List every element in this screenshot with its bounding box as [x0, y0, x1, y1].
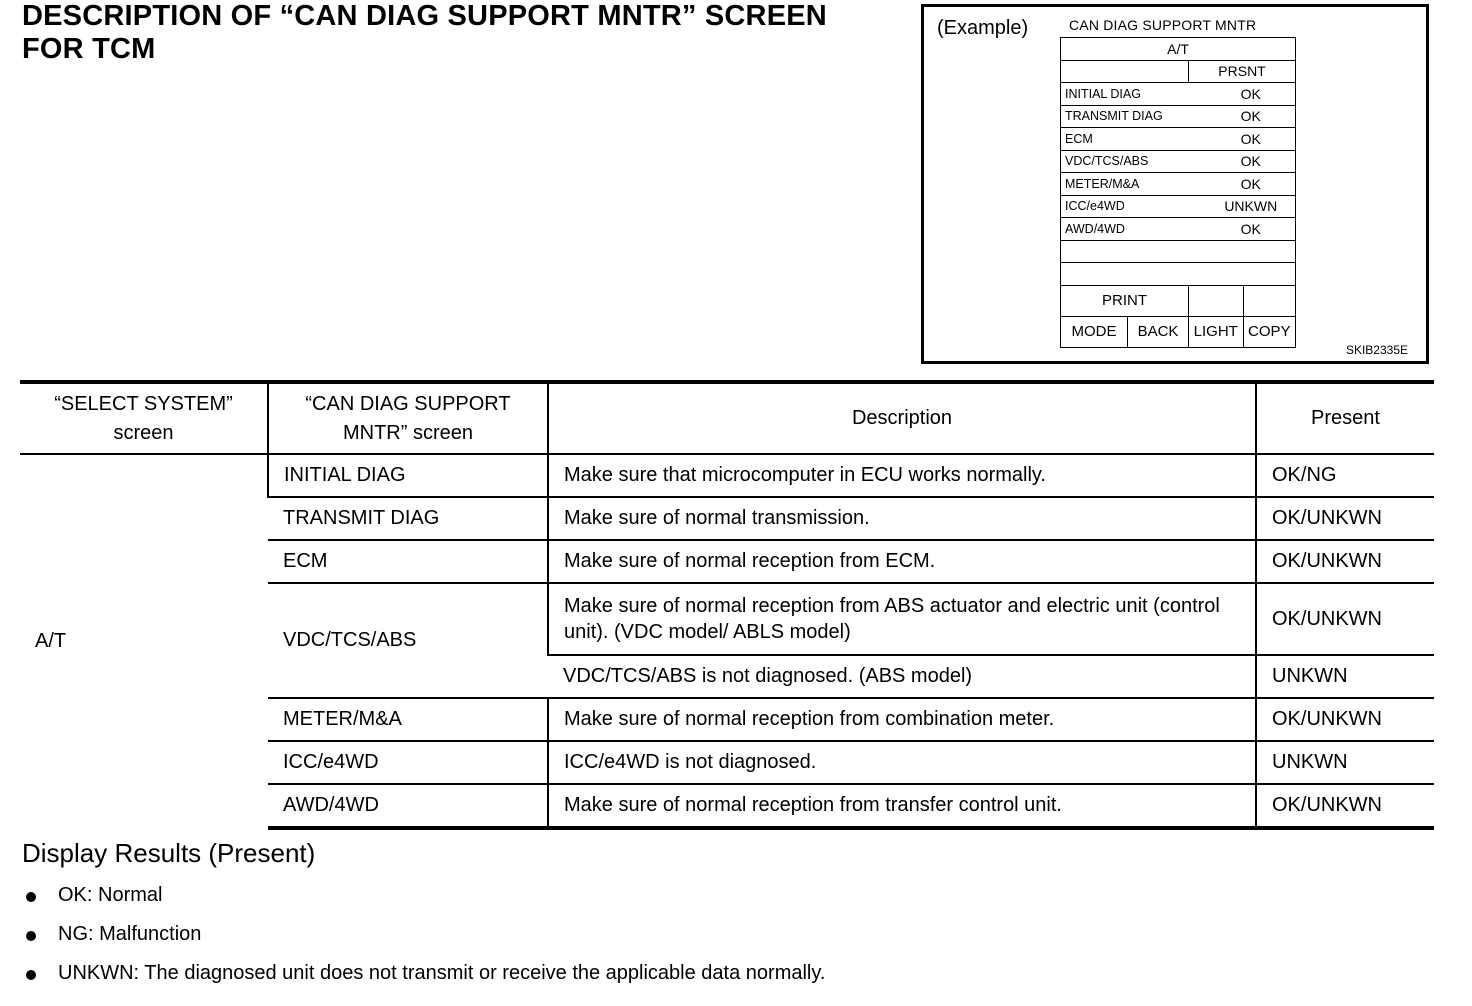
header-description: Description [548, 382, 1256, 454]
example-empty-row [1061, 263, 1296, 286]
light-button: LIGHT [1189, 316, 1243, 347]
present-cell: UNKWN [1256, 655, 1434, 698]
figure-code: SKIB2335E [1345, 343, 1408, 357]
description-cell: Make sure of normal transmission. [548, 497, 1256, 540]
example-system: A/T [1061, 38, 1296, 61]
example-row-value: OK [1189, 218, 1296, 241]
example-row-name: ICC/e4WD [1061, 195, 1189, 218]
list-item-text: NG: Malfunction [58, 923, 202, 945]
list-item [22, 884, 825, 923]
example-table [1060, 37, 1296, 348]
header-select-system [20, 382, 268, 454]
item-cell: VDC/TCS/ABS [268, 583, 548, 698]
present-cell: OK/NG [1256, 454, 1434, 497]
table-row [20, 454, 1434, 497]
example-row-name: ECM [1061, 128, 1189, 151]
item-cell: AWD/4WD [268, 784, 548, 828]
example-row-value: UNKWN [1189, 195, 1296, 218]
item-cell: ECM [268, 540, 548, 583]
header-line: screen [113, 421, 174, 444]
example-row-value: OK [1189, 105, 1296, 128]
item-cell: ICC/e4WD [268, 741, 548, 784]
display-results-list [22, 884, 825, 1001]
header-can-diag [268, 382, 548, 454]
title-line-2: FOR TCM [22, 33, 156, 65]
present-cell: UNKWN [1256, 741, 1434, 784]
present-cell: OK/UNKWN [1256, 540, 1434, 583]
mode-button: MODE [1061, 316, 1128, 347]
present-cell: OK/UNKWN [1256, 497, 1434, 540]
header-line: “SELECT SYSTEM” [54, 392, 233, 415]
example-row-value: OK [1189, 83, 1296, 106]
example-column-header: PRSNT [1189, 60, 1296, 83]
example-row-name: AWD/4WD [1061, 218, 1189, 241]
back-button: BACK [1128, 316, 1189, 347]
bullet-icon [26, 892, 36, 902]
description-cell: ICC/e4WD is not diagnosed. [548, 741, 1256, 784]
list-item [22, 923, 825, 962]
example-blank-button [1189, 285, 1243, 316]
example-row-value: OK [1189, 128, 1296, 151]
item-cell: METER/M&A [268, 698, 548, 741]
example-row-name: VDC/TCS/ABS [1061, 150, 1189, 173]
description-cell: Make sure that microcomputer in ECU works normally. [548, 454, 1256, 497]
bullet-icon [26, 970, 36, 980]
example-row-name: INITIAL DIAG [1061, 83, 1189, 106]
present-cell: OK/UNKWN [1256, 698, 1434, 741]
description-cell: Make sure of normal reception from transfer control unit. [548, 784, 1256, 828]
present-cell: OK/UNKWN [1256, 784, 1434, 828]
header-line: MNTR” screen [342, 421, 473, 444]
list-item [22, 962, 825, 1001]
description-cell: Make sure of normal reception from combination meter. [548, 698, 1256, 741]
description-cell: Make sure of normal reception from ECM. [548, 540, 1256, 583]
item-cell: INITIAL DIAG [268, 454, 548, 497]
example-blank-header [1061, 60, 1189, 83]
bullet-icon [26, 931, 36, 941]
print-button: PRINT [1061, 285, 1189, 316]
example-screen-title: CAN DIAG SUPPORT MNTR [1069, 17, 1257, 33]
example-blank-button [1243, 285, 1296, 316]
item-cell: TRANSMIT DIAG [268, 497, 548, 540]
title-line-1: DESCRIPTION OF “CAN DIAG SUPPORT MNTR” SCREEN [22, 0, 827, 32]
display-results-title: Display Results (Present) [22, 838, 316, 868]
example-row-name: TRANSMIT DIAG [1061, 105, 1189, 128]
example-empty-row [1061, 240, 1296, 263]
system-cell: A/T [20, 454, 268, 828]
present-cell: OK/UNKWN [1256, 583, 1434, 655]
example-screen-figure [921, 4, 1429, 364]
example-row-name: METER/M&A [1061, 173, 1189, 196]
can-diag-table [20, 380, 1434, 830]
list-item-text: UNKWN: The diagnosed unit does not transmit or receive the applicable data normally. [58, 962, 826, 984]
description-cell: VDC/TCS/ABS is not diagnosed. (ABS model) [548, 655, 1256, 698]
description-cell: Make sure of normal reception from ABS actuator and electric unit (control unit). (VDC model/ ABLS model) [548, 583, 1256, 655]
example-label: (Example) [937, 17, 1029, 39]
header-line: “CAN DIAG SUPPORT [305, 392, 511, 415]
copy-button: COPY [1243, 316, 1296, 347]
example-row-value: OK [1189, 150, 1296, 173]
page-title [22, 0, 827, 66]
example-row-value: OK [1189, 173, 1296, 196]
header-present: Present [1256, 382, 1434, 454]
list-item-text: OK: Normal [58, 884, 163, 906]
